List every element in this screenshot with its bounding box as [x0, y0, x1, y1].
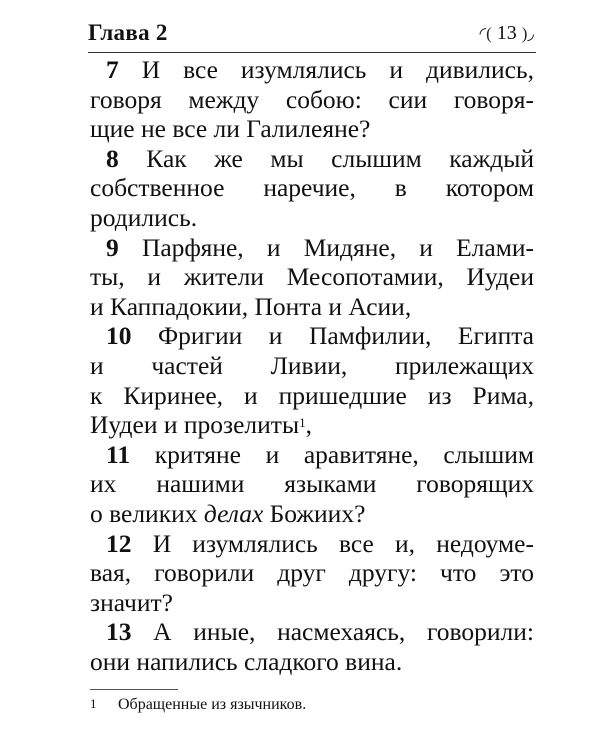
line-text: и Каппадокии, Понта и Асии, [90, 291, 412, 321]
page-number: 13 [496, 22, 517, 44]
footnote [90, 696, 306, 714]
line-text: щие не все ли Галилеяне? [90, 114, 371, 144]
verse-line-start [90, 617, 534, 647]
verse-line [90, 114, 534, 144]
line-text: собственное наречие, в котором [90, 173, 534, 203]
verse-line-start [90, 440, 534, 470]
verse-line [90, 558, 534, 588]
footnote-mark: 1 [90, 696, 97, 711]
verse-line [90, 85, 534, 115]
verse-line-start [90, 321, 534, 351]
verse-number: 8 [106, 143, 119, 173]
ornament-left-icon: ◜( [479, 24, 492, 43]
line-text: говоря между собою: сии говоря- [90, 84, 534, 114]
line-text: И все изумлялись и дивились, [118, 55, 534, 84]
line-text: Фригии и Памфилии, Египта [131, 321, 534, 351]
verse-line [90, 381, 534, 411]
verse-line [90, 173, 534, 203]
line-text: их нашими языками говорящих [90, 469, 534, 499]
line-text-end: , [305, 410, 312, 440]
verse-line [90, 588, 534, 618]
footnote-reference: 1 [299, 415, 306, 431]
line-text: Парфяне, и Мидяне, и Елами- [118, 232, 534, 262]
verse-line-start [90, 55, 534, 85]
line-text: о великих [90, 498, 204, 528]
footnote-divider [90, 689, 178, 690]
verse-line [90, 351, 534, 381]
footnote-text: Обращенные из язычников. [118, 696, 307, 713]
verse-line [90, 499, 534, 529]
verse-line [90, 647, 534, 677]
line-text: ты, и жители Месопотамии, Иудеи [90, 262, 534, 292]
line-text: А иные, насмехаясь, говорили: [131, 617, 534, 647]
chapter-title: Глава 2 [88, 20, 168, 45]
verse-line [90, 292, 534, 322]
running-header [88, 18, 536, 53]
line-text: Иудеи и прозелиты [90, 410, 300, 440]
ornament-right-icon: )◞ [521, 24, 534, 43]
verse-text [90, 55, 534, 676]
line-text: к Киринее, и пришедшие из Рима, [90, 380, 534, 410]
line-text: И изумлялись все и, недоуме- [131, 528, 534, 558]
verse-number: 13 [106, 617, 132, 647]
line-text: и частей Ливии, прилежащих [90, 350, 534, 380]
verse-line [90, 262, 534, 292]
line-text: критяне и аравитяне, слышим [130, 439, 534, 469]
verse-line [90, 203, 534, 233]
verse-line-start [90, 144, 534, 174]
line-text: они напились сладкого вина. [90, 646, 403, 676]
line-text-end: Божиих? [263, 498, 366, 528]
line-text: родились. [90, 202, 198, 232]
italic-word: делах [203, 498, 264, 528]
verse-line [90, 410, 534, 440]
line-text: значит? [90, 587, 173, 617]
verse-number: 10 [106, 321, 132, 351]
verse-number: 12 [106, 528, 132, 558]
verse-line [90, 469, 534, 499]
page-number-group [480, 22, 535, 45]
verse-line-start [90, 233, 534, 263]
verse-number: 11 [106, 439, 131, 469]
line-text: Как же мы слышим каждый [118, 143, 534, 173]
line-text: вая, говорили друг другу: что это [90, 558, 534, 588]
verse-number: 9 [106, 232, 119, 262]
verse-line-start [90, 529, 534, 559]
verse-number: 7 [106, 55, 119, 84]
